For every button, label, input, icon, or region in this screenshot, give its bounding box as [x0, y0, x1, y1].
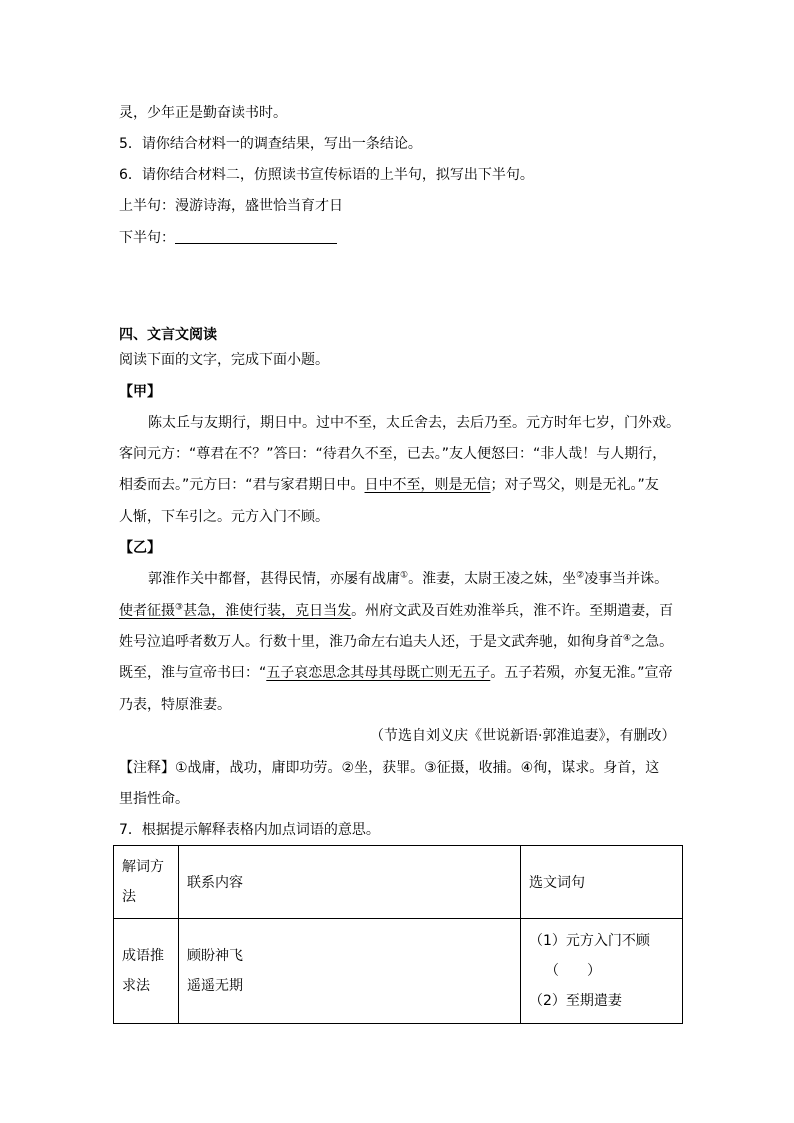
note-marker: ①	[400, 570, 409, 581]
passage-yi-label: 【乙】	[119, 540, 161, 556]
second-half-line	[119, 228, 337, 248]
text-span: ；对子骂父，则是无礼。”友	[490, 477, 659, 493]
first-half-line: 上半句：漫游诗海，盛世恰当育才日	[119, 198, 343, 214]
table-cell-method	[114, 846, 179, 919]
table-header-row	[114, 846, 683, 919]
note-marker: ②	[576, 570, 585, 581]
word-text: （1）元方入门不顾	[529, 933, 650, 949]
text-span: 。州府文武及百姓劝淮举兵，淮不许。至期遣妻，百	[351, 603, 674, 619]
underlined-sentence	[119, 603, 351, 619]
question-5: 5．请你结合材料一的调查结果，写出一条结论。	[119, 136, 422, 152]
table-cell-method	[114, 919, 179, 1024]
passage-jia-line	[119, 475, 659, 495]
answer-blank-parens[interactable]: （ ）	[545, 963, 601, 979]
text-span: 凌事当并诛。	[584, 571, 669, 587]
passage-jia-line: 陈太丘与友期行，期日中。过中不至，太丘舍去，去后乃至。元方时年七岁，门外戏。	[148, 415, 680, 431]
vocab-table	[113, 845, 683, 1024]
passage-jia-label: 【甲】	[119, 384, 161, 400]
underlined-sentence: 五子哀恋思念其母其母既亡则无五子	[266, 665, 491, 681]
table-cell-context	[179, 919, 521, 1024]
second-half-label: 下半句：	[119, 230, 175, 246]
cell-text: 法	[122, 889, 136, 905]
text-span: 既至，淮与宣帝书曰：“	[119, 665, 267, 681]
notes-line: 【注释】①战庸，战功，庸即功劳。②坐，获罪。③征摄，收捕。④徇，谋求。身首，这	[119, 760, 660, 776]
table-cell-words: 选文词句	[521, 846, 683, 919]
section-title: 四、文言文阅读	[119, 327, 217, 343]
text-span: 。五子若殒，亦复无淮。”宣帝	[490, 665, 673, 681]
question-6: 6．请你结合材料二，仿照读书宣传标语的上半句，拟写出下半句。	[119, 167, 534, 183]
text-span: 。淮妻，太尉王凌之妹，坐	[408, 571, 577, 587]
source-citation: （节选自刘义庆《世说新语·郭淮追妻》，有删改）	[370, 728, 676, 744]
underlined-sentence: 日中不至，则是无信	[364, 477, 491, 493]
table-row	[114, 919, 683, 1024]
idiom-text: 遥遥无期	[187, 978, 243, 994]
cell-text: 解词方	[122, 859, 164, 875]
passage-yi-line	[119, 601, 673, 621]
note-marker: ③	[175, 602, 184, 613]
text-span: 郭淮作关中都督，甚得民情，亦屡有战庸	[148, 571, 400, 587]
word-text: （2）至期遣妻	[529, 993, 622, 1009]
text-span: 使者征摄	[119, 603, 175, 619]
passage-yi-line	[148, 569, 668, 589]
section-instruction: 阅读下面的文字，完成下面小题。	[119, 352, 329, 368]
passage-yi-line: 乃表，特原淮妻。	[119, 697, 231, 713]
answer-blank[interactable]	[175, 229, 337, 244]
cell-text: 成语推	[122, 948, 164, 964]
cell-text: 求法	[122, 978, 150, 994]
text-span: 之急。	[631, 634, 674, 650]
passage-jia-line: 客问元方：“尊君在不？”答曰：“待君久不至，已去。”友人便怒曰：“非人哉！与人期行，	[119, 446, 667, 462]
table-cell-words	[521, 919, 683, 1024]
note-marker: ④	[623, 633, 632, 644]
text-span: 甚急，淮使行装，克日当发	[183, 603, 352, 619]
text-span: 姓号泣追呼者数万人。行数十里，淮乃命左右追夫人还，于是文武奔驰，如徇身首	[119, 634, 623, 650]
passage-jia-line: 人惭，下车引之。元方入门不顾。	[119, 509, 329, 525]
text-line: 灵，少年正是勤奋读书时。	[119, 105, 287, 121]
passage-yi-line	[119, 632, 673, 652]
text-span: 相委而去。”元方曰：“君与家君期日中。	[119, 477, 365, 493]
table-cell-context: 联系内容	[179, 846, 521, 919]
idiom-text: 顾盼神飞	[187, 948, 243, 964]
question-7: 7．根据提示解释表格内加点词语的意思。	[119, 822, 380, 838]
passage-yi-line	[119, 663, 673, 683]
notes-line: 里指性命。	[119, 791, 189, 807]
